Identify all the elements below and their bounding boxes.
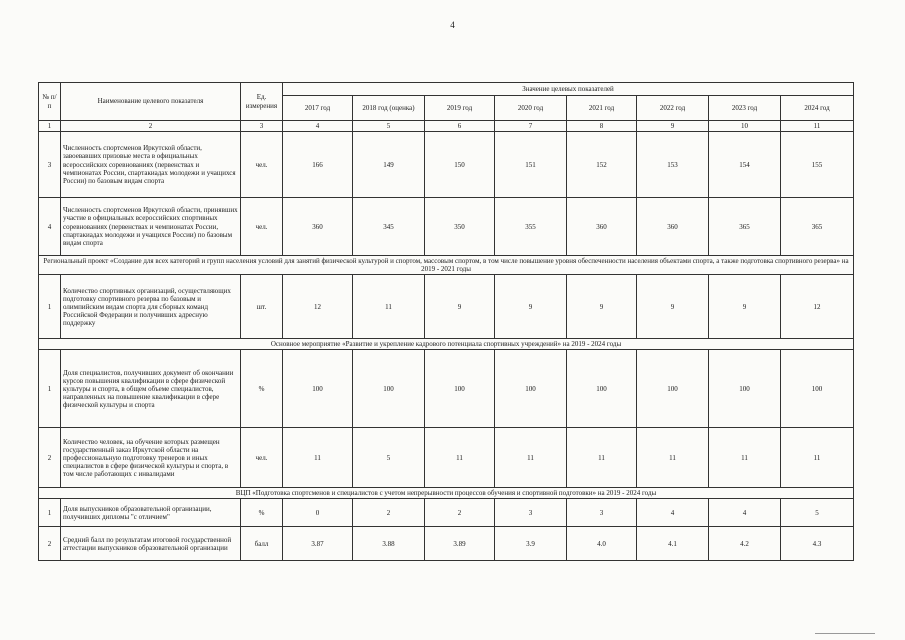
value-cell: 3.87 bbox=[283, 527, 353, 561]
indicator-name: Количество спортивных организаций, осуществляющих подготовку спортивного резерва по базовым и олимпийским видам спорта для сборных команд Российской Федерации и получивших адресную поддержку bbox=[61, 275, 241, 339]
value-cell: 360 bbox=[637, 198, 709, 256]
header-year: 2023 год bbox=[709, 96, 781, 121]
value-cell: 9 bbox=[495, 275, 567, 339]
value-cell: 0 bbox=[283, 499, 353, 527]
section-row bbox=[39, 339, 854, 350]
value-cell: 100 bbox=[353, 350, 425, 428]
section-title: Основное мероприятие «Развитие и укрепление кадрового потенциала спортивных учреждений» на 2019 - 2024 годы bbox=[39, 339, 854, 350]
value-cell: 5 bbox=[781, 499, 854, 527]
value-cell: 9 bbox=[709, 275, 781, 339]
value-cell: 2 bbox=[425, 499, 495, 527]
value-cell: 9 bbox=[425, 275, 495, 339]
value-cell: 12 bbox=[781, 275, 854, 339]
header-num: № п/п bbox=[39, 83, 61, 121]
col-number: 5 bbox=[353, 121, 425, 132]
value-cell: 12 bbox=[283, 275, 353, 339]
value-cell: 100 bbox=[495, 350, 567, 428]
indicator-name: Количество человек, на обучение которых размещен государственный заказ Иркутской области на профессиональную подготовку тренеров и иных специалистов в сфере физической культуры и спорта, в том числе работающих с инвалидами bbox=[61, 428, 241, 488]
value-cell: 100 bbox=[637, 350, 709, 428]
table-row bbox=[39, 527, 854, 561]
target-indicators-table bbox=[38, 82, 854, 561]
table-row bbox=[39, 428, 854, 488]
value-cell: 5 bbox=[353, 428, 425, 488]
indicator-name: Численность спортсменов Иркутской области, принявших участие в официальных всероссийских спортивных соревнованиях (первенствах и чемпионатах России, спартакиадах молодежи и учащихся России) по базовым видам спорта bbox=[61, 198, 241, 256]
value-cell: 3.9 bbox=[495, 527, 567, 561]
value-cell: 149 bbox=[353, 132, 425, 198]
row-num: 1 bbox=[39, 499, 61, 527]
header-unit: Ед. измерения bbox=[241, 83, 283, 121]
value-cell: 11 bbox=[283, 428, 353, 488]
header-name: Наименование целевого показателя bbox=[61, 83, 241, 121]
value-cell: 11 bbox=[709, 428, 781, 488]
col-number: 11 bbox=[781, 121, 854, 132]
value-cell: 3.88 bbox=[353, 527, 425, 561]
value-cell: 9 bbox=[637, 275, 709, 339]
value-cell: 9 bbox=[567, 275, 637, 339]
col-number: 2 bbox=[61, 121, 241, 132]
section-row bbox=[39, 488, 854, 499]
value-cell: 345 bbox=[353, 198, 425, 256]
col-number: 1 bbox=[39, 121, 61, 132]
header-year: 2021 год bbox=[567, 96, 637, 121]
value-cell: 100 bbox=[567, 350, 637, 428]
table-row bbox=[39, 499, 854, 527]
value-cell: 155 bbox=[781, 132, 854, 198]
header-year: 2024 год bbox=[781, 96, 854, 121]
value-cell: 4.1 bbox=[637, 527, 709, 561]
col-number: 6 bbox=[425, 121, 495, 132]
header-year: 2022 год bbox=[637, 96, 709, 121]
value-cell: 350 bbox=[425, 198, 495, 256]
row-num: 4 bbox=[39, 198, 61, 256]
header-year: 2019 год bbox=[425, 96, 495, 121]
value-cell: 2 bbox=[353, 499, 425, 527]
unit: шт. bbox=[241, 275, 283, 339]
value-cell: 365 bbox=[709, 198, 781, 256]
value-cell: 166 bbox=[283, 132, 353, 198]
table-row bbox=[39, 275, 854, 339]
indicator-name: Доля специалистов, получивших документ об окончании курсов повышения квалификации в сфере физической культуры и спорта, в общем объеме специалистов, направленных на повышение квалификации в сфере физической культуры и спорта bbox=[61, 350, 241, 428]
col-number: 7 bbox=[495, 121, 567, 132]
value-cell: 154 bbox=[709, 132, 781, 198]
col-number: 4 bbox=[283, 121, 353, 132]
value-cell: 11 bbox=[567, 428, 637, 488]
value-cell: 4 bbox=[709, 499, 781, 527]
unit: % bbox=[241, 350, 283, 428]
unit: чел. bbox=[241, 132, 283, 198]
row-num: 1 bbox=[39, 275, 61, 339]
row-num: 2 bbox=[39, 527, 61, 561]
header-year: 2017 год bbox=[283, 96, 353, 121]
value-cell: 100 bbox=[283, 350, 353, 428]
table-row bbox=[39, 350, 854, 428]
value-cell: 11 bbox=[637, 428, 709, 488]
header-values-group: Значение целевых показателей bbox=[283, 83, 854, 96]
unit: чел. bbox=[241, 428, 283, 488]
unit: чел. bbox=[241, 198, 283, 256]
value-cell: 4 bbox=[637, 499, 709, 527]
indicator-name: Доля выпускников образовательной организации, получивших дипломы "с отличием" bbox=[61, 499, 241, 527]
value-cell: 3 bbox=[495, 499, 567, 527]
value-cell: 11 bbox=[353, 275, 425, 339]
value-cell: 360 bbox=[283, 198, 353, 256]
page-number: 4 bbox=[450, 20, 455, 30]
value-cell: 355 bbox=[495, 198, 567, 256]
row-num: 1 bbox=[39, 350, 61, 428]
value-cell: 360 bbox=[567, 198, 637, 256]
value-cell: 4.3 bbox=[781, 527, 854, 561]
value-cell: 3.89 bbox=[425, 527, 495, 561]
section-title: ВЦП «Подготовка спортсменов и специалистов с учетом непрерывности процессов обучения и спортивной подготовки» на 2019 - 2024 годы bbox=[39, 488, 854, 499]
value-cell: 3 bbox=[567, 499, 637, 527]
unit: % bbox=[241, 499, 283, 527]
value-cell: 100 bbox=[709, 350, 781, 428]
row-num: 2 bbox=[39, 428, 61, 488]
value-cell: 365 bbox=[781, 198, 854, 256]
col-number: 10 bbox=[709, 121, 781, 132]
value-cell: 11 bbox=[781, 428, 854, 488]
section-title: Региональный проект «Создание для всех категорий и групп населения условий для занятий физической культурой и спортом, массовым спортом, в том числе повышение уровня обеспеченности населения объектами спорта, а также подготовка спортивного резерва» на 2019 - 2021 годы bbox=[39, 256, 854, 275]
scan-edge-mark bbox=[815, 633, 875, 634]
col-number: 3 bbox=[241, 121, 283, 132]
row-num: 3 bbox=[39, 132, 61, 198]
value-cell: 100 bbox=[781, 350, 854, 428]
value-cell: 4.0 bbox=[567, 527, 637, 561]
value-cell: 11 bbox=[425, 428, 495, 488]
value-cell: 153 bbox=[637, 132, 709, 198]
section-row bbox=[39, 256, 854, 275]
indicator-name: Средний балл по результатам итоговой государственной аттестации выпускников образовательной организации bbox=[61, 527, 241, 561]
value-cell: 11 bbox=[495, 428, 567, 488]
header-year: 2018 год (оценка) bbox=[353, 96, 425, 121]
unit: балл bbox=[241, 527, 283, 561]
value-cell: 151 bbox=[495, 132, 567, 198]
col-number: 8 bbox=[567, 121, 637, 132]
table-row bbox=[39, 132, 854, 198]
value-cell: 152 bbox=[567, 132, 637, 198]
indicator-name: Численность спортсменов Иркутской области, завоевавших призовые места в официальных всероссийских соревнованиях (первенствах и чемпионатах России, спартакиадах молодежи и учащихся России) по базовым видам спорта bbox=[61, 132, 241, 198]
header-year: 2020 год bbox=[495, 96, 567, 121]
col-number: 9 bbox=[637, 121, 709, 132]
table-row bbox=[39, 198, 854, 256]
value-cell: 100 bbox=[425, 350, 495, 428]
value-cell: 4.2 bbox=[709, 527, 781, 561]
value-cell: 150 bbox=[425, 132, 495, 198]
